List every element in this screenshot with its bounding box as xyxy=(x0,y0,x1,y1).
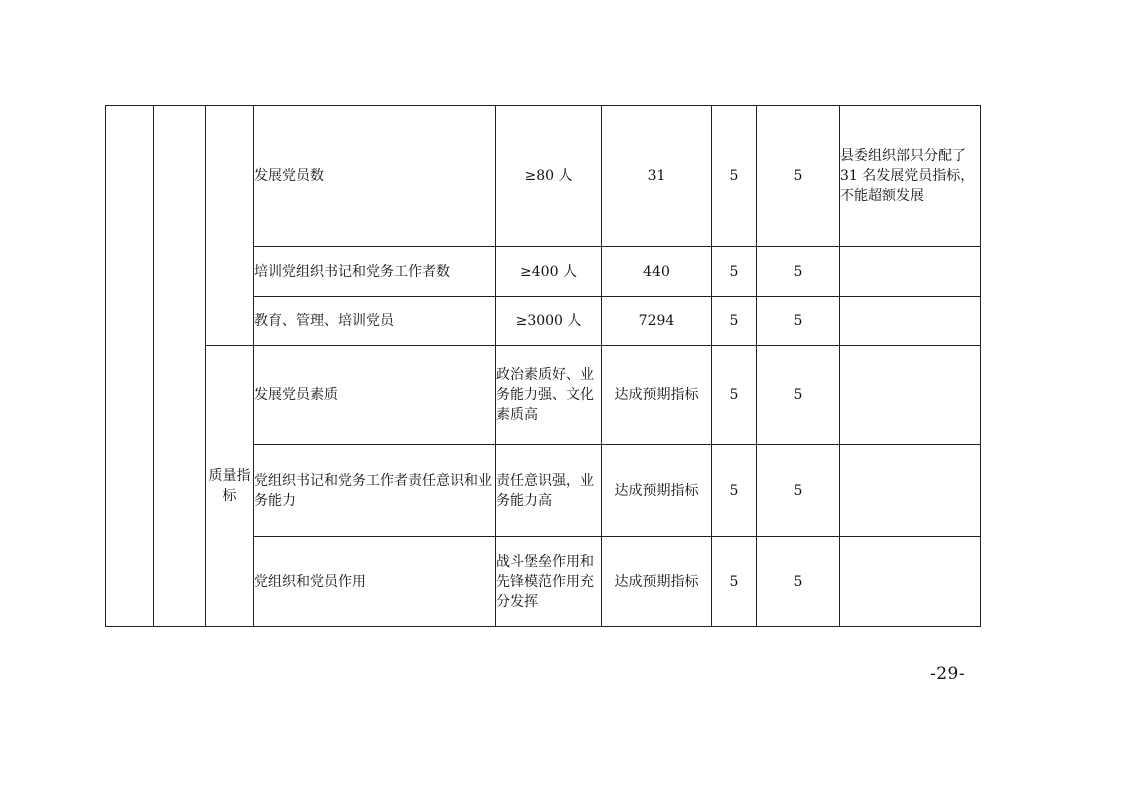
actual-value: 7294 xyxy=(602,297,712,346)
indicator-name: 发展党员素质 xyxy=(254,346,496,445)
target-value: ≥80 人 xyxy=(496,106,602,247)
score-value: 5 xyxy=(757,537,840,627)
weight-value: 5 xyxy=(712,247,757,297)
target-value: 政治素质好、业务能力强、文化素质高 xyxy=(496,346,602,445)
target-value: 责任意识强，业务能力高 xyxy=(496,445,602,537)
actual-value: 达成预期指标 xyxy=(602,537,712,627)
score-value: 5 xyxy=(757,445,840,537)
score-value: 5 xyxy=(757,106,840,247)
actual-value: 达成预期指标 xyxy=(602,445,712,537)
weight-value: 5 xyxy=(712,346,757,445)
level2-category-cell xyxy=(154,106,206,627)
performance-indicator-table xyxy=(105,105,981,627)
remark-text xyxy=(840,297,981,346)
table-row xyxy=(106,106,981,247)
indicator-name: 培训党组织书记和党务工作者数 xyxy=(254,247,496,297)
score-value: 5 xyxy=(757,247,840,297)
target-value: 战斗堡垒作用和先锋模范作用充分发挥 xyxy=(496,537,602,627)
score-value: 5 xyxy=(757,297,840,346)
indicator-name: 党组织书记和党务工作者责任意识和业务能力 xyxy=(254,445,496,537)
weight-value: 5 xyxy=(712,297,757,346)
remark-text: 县委组织部只分配了 31 名发展党员指标，不能超额发展 xyxy=(840,106,981,247)
actual-value: 达成预期指标 xyxy=(602,346,712,445)
target-value: ≥3000 人 xyxy=(496,297,602,346)
page-number: -29- xyxy=(930,664,966,684)
weight-value: 5 xyxy=(712,537,757,627)
indicator-name: 发展党员数 xyxy=(254,106,496,247)
remark-text xyxy=(840,445,981,537)
actual-value: 440 xyxy=(602,247,712,297)
remark-text xyxy=(840,247,981,297)
score-value: 5 xyxy=(757,346,840,445)
remark-text xyxy=(840,346,981,445)
actual-value: 31 xyxy=(602,106,712,247)
target-value: ≥400 人 xyxy=(496,247,602,297)
weight-value: 5 xyxy=(712,445,757,537)
table-row xyxy=(106,346,981,445)
weight-value: 5 xyxy=(712,106,757,247)
remark-text xyxy=(840,537,981,627)
indicator-name: 教育、管理、培训党员 xyxy=(254,297,496,346)
quality-indicator-label: 质量指标 xyxy=(206,346,254,627)
indicator-name: 党组织和党员作用 xyxy=(254,537,496,627)
quantity-indicator-category-cell xyxy=(206,106,254,346)
level1-category-cell xyxy=(106,106,154,627)
